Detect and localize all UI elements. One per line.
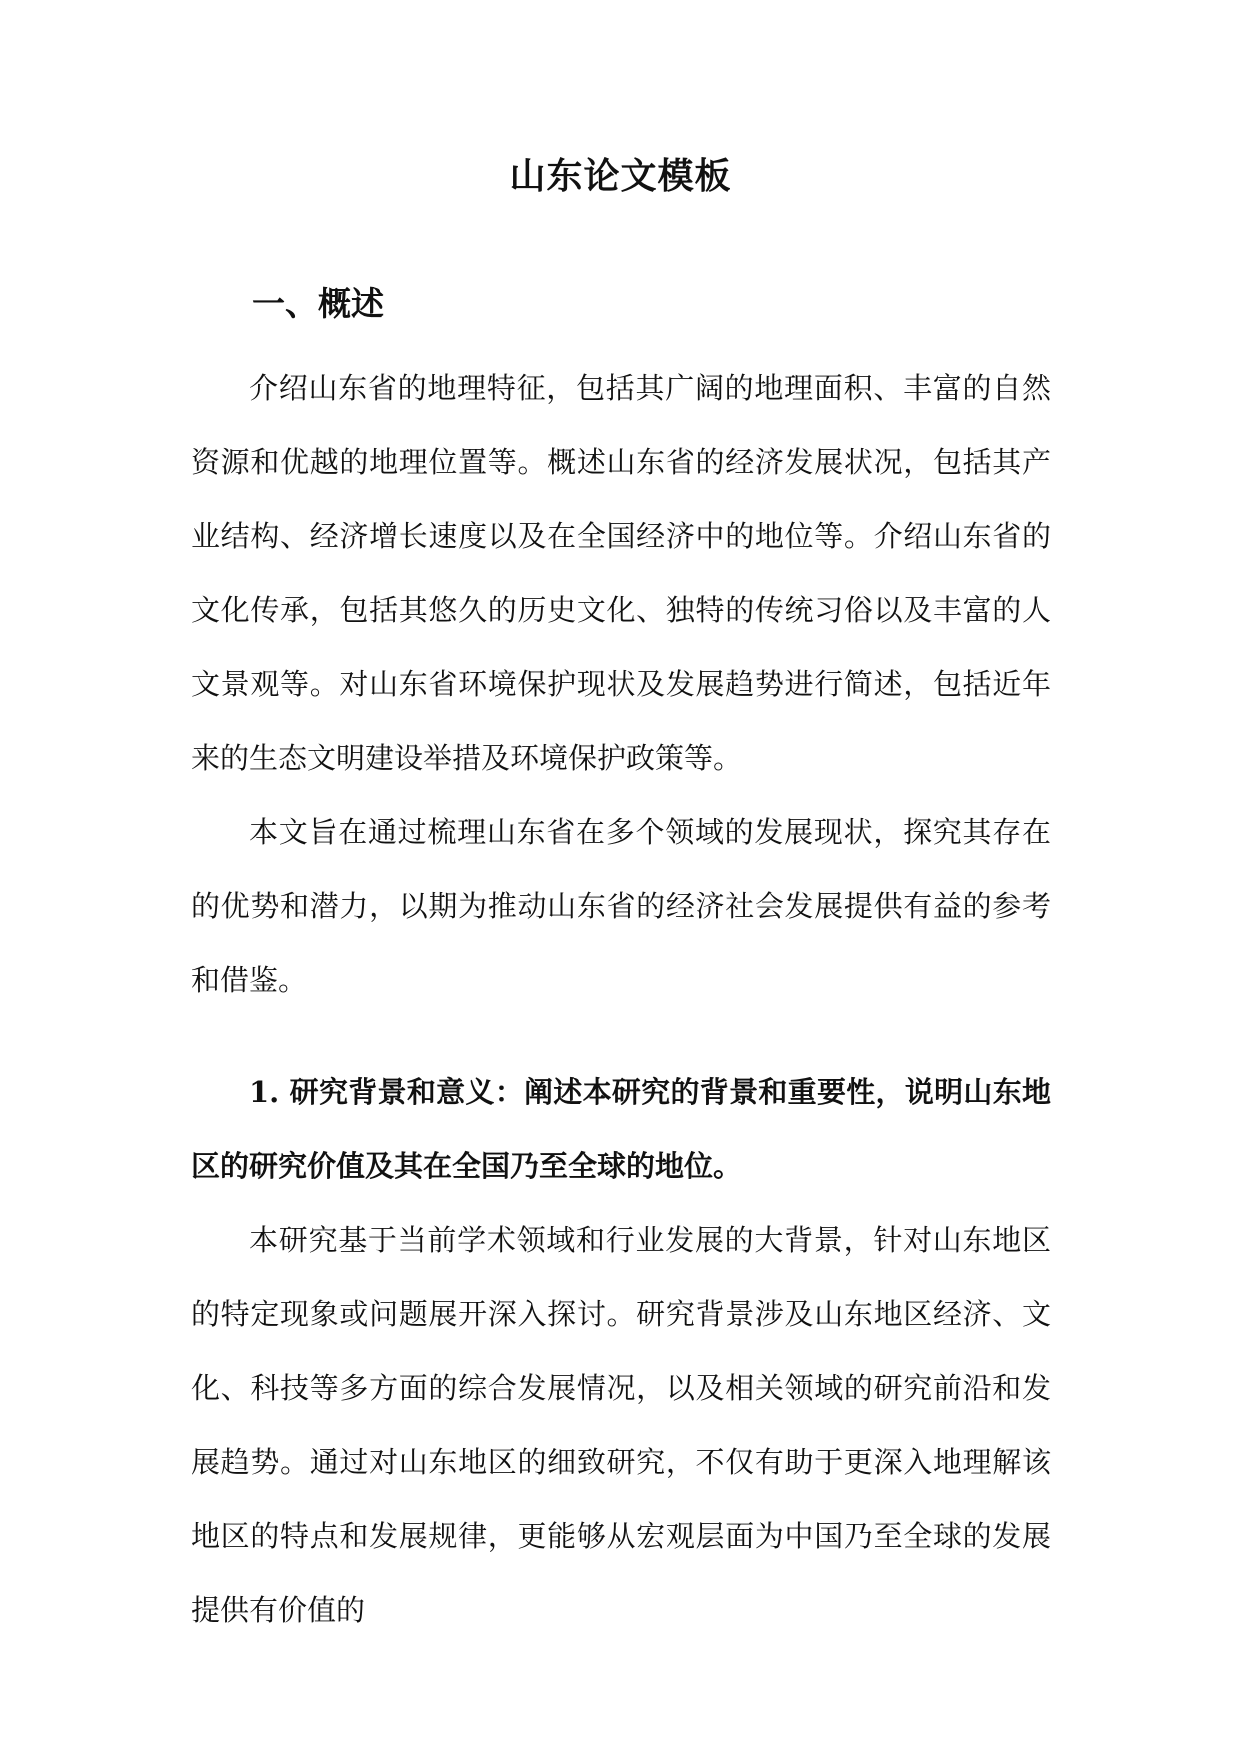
paragraph-research-background: 本研究基于当前学术领域和行业发展的大背景，针对山东地区的特定现象或问题展开深入探讨。研究背景涉及山东地区经济、文化、科技等多方面的综合发展情况，以及相关领域的研究前沿和发展趋势。通过对山东地区的细致研究，不仅有助于更深入地理解该地区的特点和发展规律，更能够从宏观层面为中国乃至全球的发展提供有价值的: [191, 1223, 1051, 1627]
subheading-research-background: 1. 研究背景和意义：阐述本研究的背景和重要性，说明山东地区的研究价值及其在全国乃至全球的地位。: [191, 1075, 1051, 1183]
paragraph-overview: 介绍山东省的地理特征，包括其广阔的地理面积、丰富的自然资源和优越的地理位置等。概述山东省的经济发展状况，包括其产业结构、经济增长速度以及在全国经济中的地位等。介绍山东省的文化传承，包括其悠久的历史文化、独特的传统习俗以及丰富的人文景观等。对山东省环境保护现状及发展趋势进行简述，包括近年来的生态文明建设举措及环境保护政策等。: [191, 371, 1051, 775]
paragraph-purpose: 本文旨在通过梳理山东省在多个领域的发展现状，探究其存在的优势和潜力，以期为推动山东省的经济社会发展提供有益的参考和借鉴。: [191, 815, 1051, 997]
section-heading: 一、概述: [252, 284, 384, 323]
document-title: 山东论文模板: [509, 155, 732, 197]
